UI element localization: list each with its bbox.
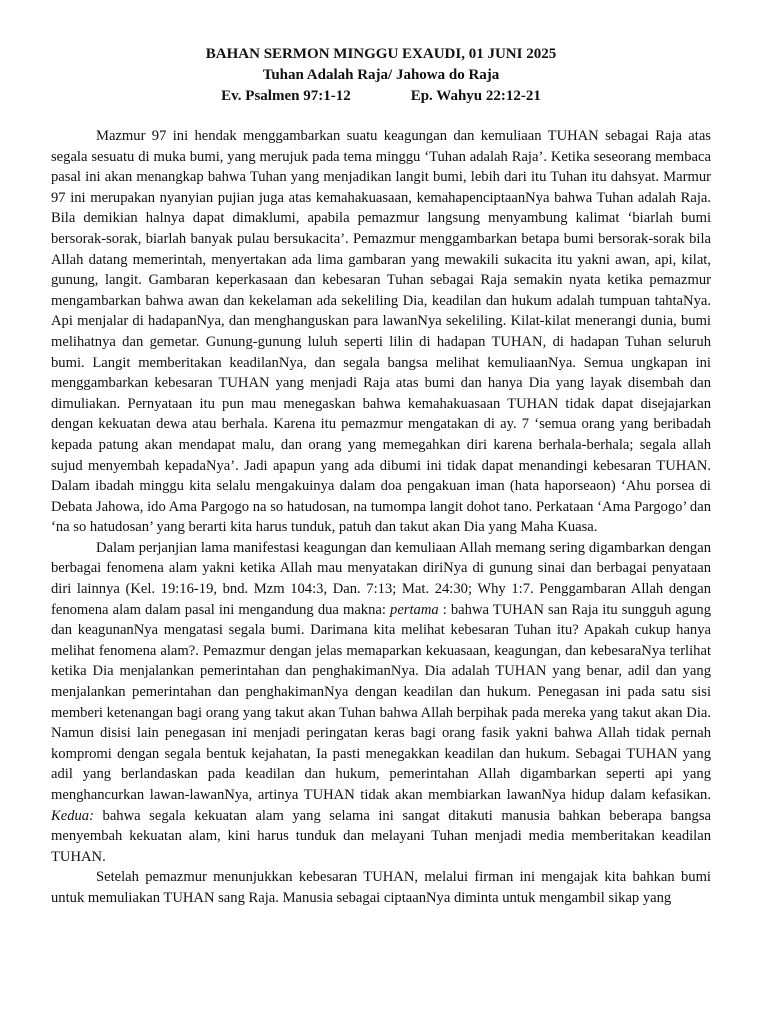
paragraph-2-text-b: : bahwa TUHAN san Raja itu sungguh agung dan keagunanNya mengatasi segala bumi. Darimana kita melihat kebesaran Tuhan itu? Apakah cukup hanya melihat fenomena alam?. Pemazmur dengan jelas memaparkan kekuasaan, keagungan, dan kebesaraNya terlihat ketika Dia menjalankan pemerintahan dan penghakimanNya. Dia adalah TUHAN yang benar, adil dan yang menjalankan pemerintahan dan penghakimanNya dengan keadilan dan hukum. Penegasan ini pada satu sisi memberi ketenangan bagi orang yang takut akan Tuhan bahwa Allah berpihak pada mereka yang takut akan Dia. Namun disisi lain penegasan ini menjadi peringatan keras bagi orang fasik yakni bahwa Allah tidak pernah kompromi dengan segala bentuk kejahatan, Ia pasti menegakkan keadilan dan hukum. Sebagai TUHAN yang adil yang berlandaskan pada keadilan dan hukum, pemerintahan Allah digambarkan seperti api yang menghancurkan lawan-lawanNya, artinya TUHAN tidak akan membiarkan lawanNya hidup dalam kefasikan. bbox=[51, 601, 711, 803]
paragraph-3: Setelah pemazmur menunjukkan kebesaran TUHAN, melalui firman ini mengajak kita bahkan bumi untuk memuliakan TUHAN sang Raja. Manusia sebagai ciptaanNya diminta untuk mengambil sikap yang bbox=[51, 869, 711, 906]
paragraph-2-emphasis-kedua: Kedua: bbox=[51, 807, 94, 824]
paragraph-2-text-c: bahwa segala kekuatan alam yang selama ini sangat ditakuti manusia bahkan beberapa bangsa menyembah kekuatan alam, kini harus tunduk dan melayani Tuhan menjadi media memberitakan keadilan TUHAN. bbox=[51, 807, 711, 865]
document-subtitle: Tuhan Adalah Raja/ Jahowa do Raja bbox=[262, 67, 500, 83]
scripture-readings bbox=[51, 86, 711, 107]
document-page bbox=[51, 44, 711, 909]
document-title: BAHAN SERMON MINGGU EXAUDI, 01 JUNI 2025 bbox=[205, 46, 557, 62]
paragraph-1: Mazmur 97 ini hendak menggambarkan suatu keagungan dan kemuliaan TUHAN sebagai Raja atas segala sesuatu di muka bumi, yang merujuk pada tema minggu ‘Tuhan adalah Raja’. Ketika seseorang membaca pasal ini akan menangkap bahwa Tuhan yang menjadikan langit bumi, lebih dari itu Tuhan itu dahsyat. Marmur 97 ini merupakan nyanyian pujian juga atas kemahakuasaan, kemahapenciptaanNya bahwa Tuhan adalah Raja. Bila demikian halnya dapat dimaklumi, apabila pemazmur langsung menyambung kalimat ‘biarlah bumi bersorak-sorak, biarlah banyak pulau bersukacita’. Pemazmur menggambarkan betapa bumi bersorak-sorak bila Allah datang memerintah, menyertakan ada lima gambaran yang mewakili sukacita itu yakni awan, api, kilat, gunung, langit. Gambaran keperkasaan dan kebesaran Tuhan sebagai Raja semakin nyata ketika pemazmur mengambarkan bahwa awan dan kekelaman ada sekeliling Dia, keadilan dan hukum adalah tumpuan tahtaNya. Api menjalar di hadapanNya, dan menghanguskan para lawanNya sekeliling. Kilat-kilat menerangi dunia, bumi melihatnya dan gemetar. Gunung-gunung luluh seperti lilin di hadapan TUHAN, di hadapan Tuhan seluruh bumi. Langit memberitakan keadilanNya, dan segala bangsa melihat kemuliaanNya. Semua ungkapan ini menggambarkan kebesaran TUHAN yang menjadi Raja atas bumi dan hanya Dia yang layak disembah dan dimuliakan. Pernyataan itu pun mau menegaskan bahwa kemahakuasaan TUHAN tidak dapat disejajarkan dengan kekuatan dewa atau berhala. Karena itu pemazmur mengatakan di ay. 7 ‘semua orang yang beribadah kepada patung akan mendapat malu, dan orang yang memegahkan diri karena berhala-berhala; segala allah sujud menyembah kepadaNya’. Jadi apapun yang ada dibumi ini tidak dapat menandingi kebesaran TUHAN. Dalam ibadah minggu kita selalu mengakuinya dalam doa pengakuan iman (hata haporseaon) ‘Ahu porsea di Debata Jahowa, ido Ama Pargogo na so hatudosan, na tumompa langit dohot tano. Perkataan ‘Ama Pargogo’ dan ‘na so hatudosan’ yang berarti kita harus tunduk, patuh dan takut akan Dia yang Maha Kuasa. bbox=[51, 128, 711, 536]
ev-reading: Ev. Psalmen 97:1-12 bbox=[221, 88, 351, 104]
document-header bbox=[51, 44, 711, 107]
paragraph-2 bbox=[51, 538, 711, 868]
sermon-body bbox=[51, 126, 711, 909]
ep-reading: Ep. Wahyu 22:12-21 bbox=[410, 88, 541, 104]
paragraph-2-text-a: Dalam perjanjian lama manifestasi keagungan dan kemuliaan Allah memang sering digambarkan dengan berbagai fenomena alam yakni ketika Allah mau menyatakan diriNya di gunung sinai dan berbagai penyataan diri lainnya (Kel. 19:16-19, bnd. Mzm 104:3, Dan. 7:13; Mat. 24:30; Why 1:7. Penggambaran Allah dengan fenomena alam dalam pasal ini mengandung dua makna: bbox=[51, 539, 711, 618]
paragraph-2-emphasis-pertama: pertama bbox=[390, 601, 439, 618]
